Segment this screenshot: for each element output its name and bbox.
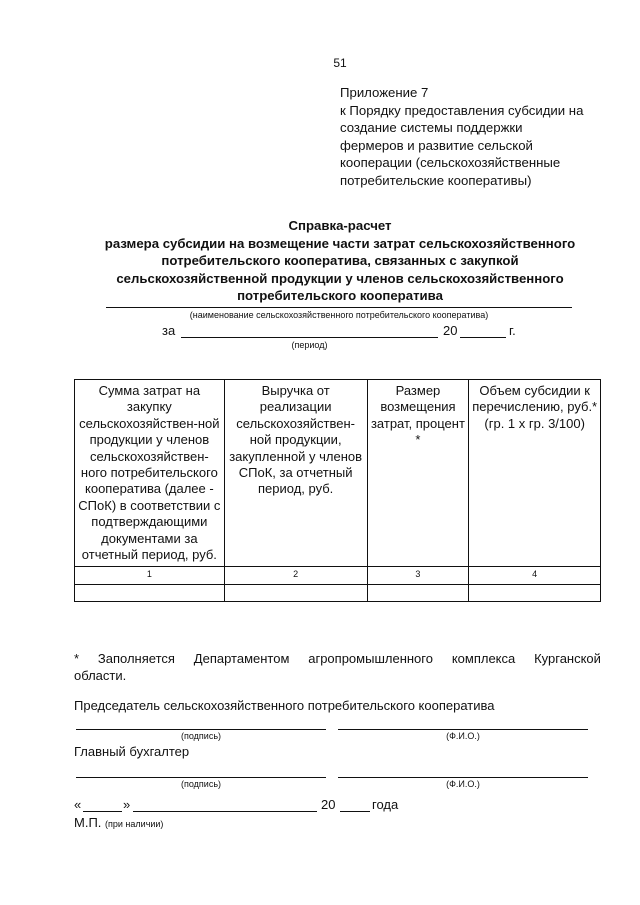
date-year-prefix: 20 — [321, 797, 336, 812]
data-cell[interactable] — [367, 585, 469, 602]
footnote-word: агропромышленного — [308, 651, 433, 666]
footnote-word: Заполняется — [97, 651, 175, 666]
title-line: потребительского кооператива — [237, 288, 443, 303]
appendix-line: фермеров и развитие сельской — [340, 137, 533, 153]
period-year-suffix: г. — [509, 323, 516, 338]
period-prefix: за — [162, 323, 176, 338]
coop-name-caption: (наименование сельскохозяйственного потребительского кооператива) — [189, 310, 489, 320]
stamp-note: (при наличии) — [105, 819, 164, 829]
appendix-line: Приложение 7 — [340, 85, 429, 100]
table-header-row — [75, 380, 601, 567]
footnote-word: комплекса — [451, 651, 516, 666]
title-line: Справка-расчет — [288, 218, 392, 233]
chairman-fio-line[interactable] — [338, 729, 588, 730]
data-cell[interactable] — [75, 585, 225, 602]
footnote-line: области. — [74, 667, 127, 683]
footnote-word: * — [74, 651, 80, 666]
fio-caption: (Ф.И.О.) — [446, 731, 480, 741]
date-year-line[interactable] — [340, 811, 370, 812]
period-caption: (период) — [291, 340, 328, 350]
accountant-fio-line[interactable] — [338, 777, 588, 778]
period-year-prefix: 20 — [443, 323, 458, 338]
chairman-label: Председатель сельскохозяйственного потребительского кооператива — [74, 698, 495, 713]
fio-caption: (Ф.И.О.) — [446, 779, 480, 789]
signature-caption: (подпись) — [180, 731, 222, 741]
table-header-cell: Объем субсидии к перечислению, руб.* (гр. 1 х гр. 3/100) — [469, 380, 601, 567]
appendix-line: потребительские кооперативы) — [340, 172, 532, 188]
page-number: 51 — [333, 56, 347, 70]
accountant-label: Главный бухгалтер — [74, 744, 190, 759]
table-header-cell: Сумма затрат на закупку сельскохозяйствен-ной продукции у членов сельскохозяйствен-ного потребительского кооператива (далее - СПоК) в соответствии с подтверждающими документами за отчетный период, руб. — [75, 380, 225, 567]
appendix-reference — [340, 84, 630, 189]
column-number: 1 — [75, 567, 225, 585]
date-close-quote: » — [123, 797, 131, 812]
date-month-line[interactable] — [133, 811, 317, 812]
column-number: 4 — [469, 567, 601, 585]
appendix-line: к Порядку предоставления субсидии на — [340, 102, 584, 118]
data-row — [75, 585, 601, 602]
accountant-signature-line[interactable] — [76, 777, 326, 778]
title-line: размера субсидии на возмещение части затрат сельскохозяйственного — [104, 235, 576, 251]
calculation-table — [74, 379, 601, 602]
table-header-cell: Размер возмещения затрат, процент * — [367, 380, 469, 567]
period-year-line[interactable] — [460, 337, 506, 338]
date-day-line[interactable] — [83, 811, 122, 812]
chairman-signature-line[interactable] — [76, 729, 326, 730]
appendix-line: кооперации (сельскохозяйственные — [340, 155, 561, 170]
signature-caption: (подпись) — [180, 779, 222, 789]
coop-name-line[interactable] — [106, 307, 572, 308]
column-number: 2 — [224, 567, 367, 585]
footnote-word: Курганской — [534, 651, 601, 666]
footnote — [74, 651, 601, 684]
title-line: сельскохозяйственной продукции у членов сельскохозяйственного — [116, 270, 564, 286]
period-line[interactable] — [181, 337, 438, 338]
data-cell[interactable] — [224, 585, 367, 602]
date-open-quote: « — [74, 797, 82, 812]
date-year-word: года — [372, 797, 399, 812]
column-number-row — [75, 567, 601, 585]
title-line: потребительского кооператива, связанных с закупкой — [161, 253, 519, 268]
data-cell[interactable] — [469, 585, 601, 602]
document-title — [60, 217, 620, 305]
stamp-label: М.П. — [74, 815, 102, 830]
stamp-place — [74, 815, 163, 830]
footnote-word: Департаментом — [193, 651, 290, 666]
appendix-line: создание системы поддержки — [340, 120, 523, 135]
column-number: 3 — [367, 567, 469, 585]
table-header-cell: Выручка от реализации сельскохозяйствен-ной продукции, закупленной у членов СПоК, за отчетный период, руб. — [224, 380, 367, 567]
